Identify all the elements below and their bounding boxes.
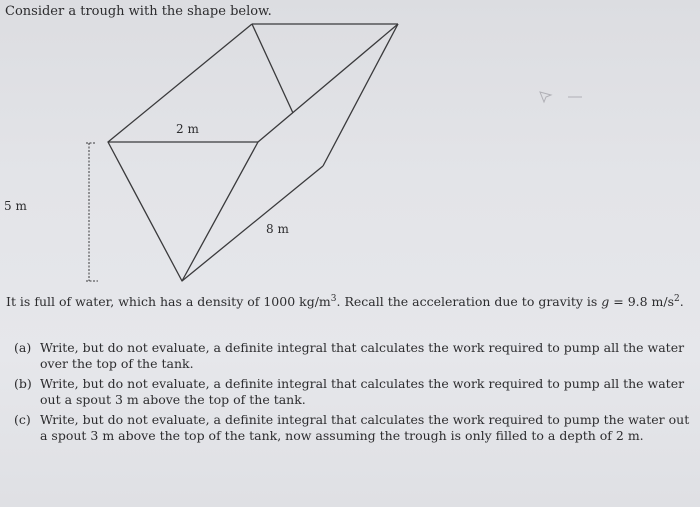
part-label: (c): [14, 412, 31, 427]
part-text: Write, but do not evaluate, a definite integral that calculates the work required to pump all the water out a spout 3 m above the top of the tank.: [40, 376, 685, 407]
gravity-symbol: g: [601, 294, 610, 310]
trough-front-face: [108, 142, 258, 281]
part-text: Write, but do not evaluate, a definite integral that calculates the work required to pump all the water over the top of the tank.: [40, 340, 685, 371]
density-exponent: 3: [330, 294, 337, 304]
part-label: (a): [14, 340, 32, 355]
list-item: [14, 376, 692, 408]
gravity-exponent: 2: [674, 294, 680, 304]
part-label: (b): [14, 376, 32, 391]
trough-bottom-edge: [182, 166, 323, 281]
list-item: [14, 340, 692, 372]
intro-text: Consider a trough with the shape below.: [5, 4, 272, 19]
part-text: Write, but do not evaluate, a definite integral that calculates the work required to pump the water out a spout 3 m above the top of the tank, now assuming the trough is only filled to a depth of 2 m.: [40, 412, 690, 443]
trough-back-hidden-edge: [252, 24, 293, 113]
problem-statement: It is full of water, which has a density of 1000 $kg/m^3$. Recall the acceleration due to gravity is g = 9.8 $m/s^2$.: [6, 294, 684, 310]
length-label: 8 m: [266, 222, 289, 236]
trough-back-right-edge: [323, 24, 398, 166]
cursor-icon: [540, 92, 582, 102]
question-parts: [14, 340, 692, 448]
list-item: [14, 412, 692, 444]
height-label: 5 m: [4, 199, 27, 213]
height-dimension-bracket: [86, 143, 98, 281]
top-width-label: 2 m: [176, 122, 199, 136]
